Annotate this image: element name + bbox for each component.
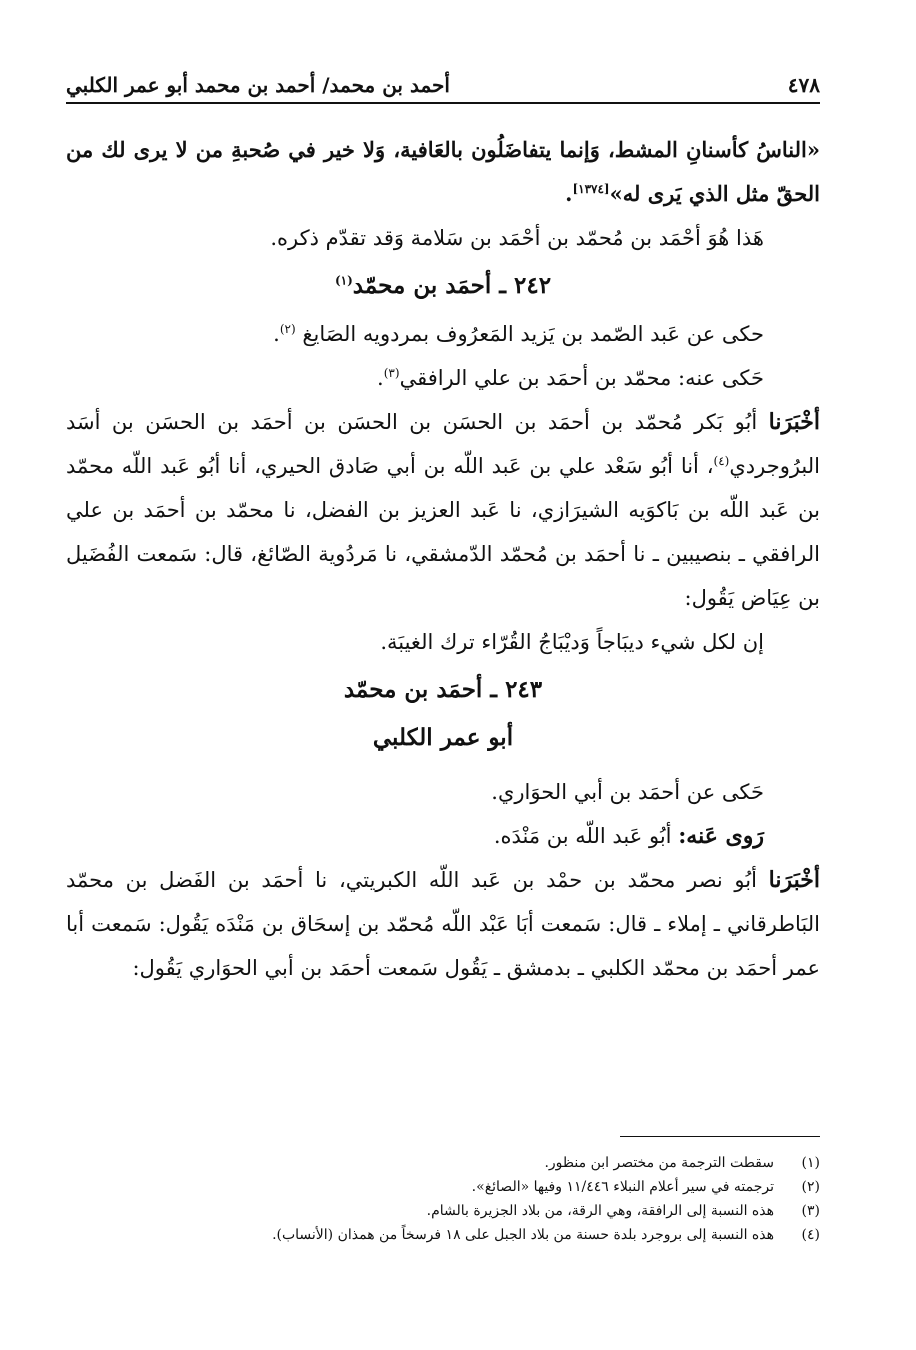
page-number: ٤٧٨ xyxy=(787,73,820,97)
footnote-number: (٢) xyxy=(801,1179,820,1195)
identity-note: هَذا هُوَ أحْمَد بن مُحمّد بن أحْمَد بن سَلامة وَقد تقدّم ذكره. xyxy=(270,226,764,250)
isnad-text-243: أبُو نصر محمّد بن حمْد بن عَبد اللّه الكبريتي، نا أحمَد بن الفَضل بن محمّد البَاطرقاني ـ إملاء ـ قال: سَمعت أبَا عَبْد اللّه مُحمّد بن إسحَاق بن مَنْدَه يَقُول: سَمعت أبا عمر أحمَد بن محمّد الكلبي ـ بدمشق ـ يَقُول سَمعت أحمَد بن أبي الحوَاري يَقُول: xyxy=(66,868,820,980)
entry-243-narrated-by xyxy=(66,814,820,858)
footnote-3 xyxy=(66,1199,820,1223)
isnad-lead-243: أخْبَرَنا xyxy=(768,867,820,893)
footnote-1 xyxy=(66,1151,820,1175)
entry-242-narrated-from xyxy=(66,312,820,356)
entry-242-title: ٢٤٢ ـ أحمَد بن محمّد xyxy=(352,272,552,299)
isnad-part-1: أبُو بَكر مُحمّد بن أحمَد بن الحسَن بن الحسَن بن أحمَد بن الحسَن بن أسَد البرُوجردي xyxy=(66,410,820,478)
entry-242-saying: إن لكل شيء ديبَاجاً وَديْبَاجُ القُرّاء ترك الغيبَة. xyxy=(380,630,764,654)
narrated-by-text: حَكى عنه: محمّد بن أحمَد بن علي الرافقي xyxy=(399,366,764,390)
footnote-divider xyxy=(620,1136,820,1137)
narrated-by-name: أبُو عَبد اللّه بن مَنْدَه. xyxy=(493,824,672,848)
narrated-by-lead: رَوى عَنه: xyxy=(678,823,764,849)
footnote-marker-2: (٢) xyxy=(279,322,296,336)
entry-243-heading-line1: ٢٤٣ ـ أحمَد بن محمّد xyxy=(343,676,543,703)
quote-text: «الناسُ كأسنانِ المشط، وَإنما يتفاضَلُون بالعَافية، وَلا خير في صُحبةِ من لا يرى لك من الحقّ مثل الذي يَرى له» xyxy=(66,137,820,206)
entry-242-heading xyxy=(66,264,820,308)
narrated-by-end: . xyxy=(377,366,384,390)
entry-243-narrated-from: حَكى عن أحمَد بن أبي الحوَاري. xyxy=(491,780,764,804)
footnotes xyxy=(66,1136,820,1247)
footnote-text: هذه النسبة إلى بروجرد بلدة حسنة من بلاد الجبل على ١٨ فرسخاً من همذان (الأنساب). xyxy=(272,1227,774,1243)
footnote-text: ترجمته في سير أعلام النبلاء ١١/٤٤٦ وفيها «الصائغ». xyxy=(471,1179,774,1195)
running-title: أحمد بن محمد/ أحمد بن محمد أبو عمر الكلبي xyxy=(66,73,450,97)
footnote-text: سقطت الترجمة من مختصر ابن منظور. xyxy=(544,1155,774,1171)
narrated-from-end: . xyxy=(273,322,280,346)
quote-paragraph xyxy=(66,128,820,216)
footnote-number: (٣) xyxy=(801,1203,820,1219)
entry-243-isnad xyxy=(66,858,820,990)
running-header xyxy=(66,68,820,104)
quote-reference: [١٣٧٤] xyxy=(572,182,610,196)
entry-242-isnad xyxy=(66,400,820,620)
narrated-from-text: حكى عن عَبد الصّمد بن يَزيد المَعرُوف بمردويه الصَايغ xyxy=(302,322,764,346)
footnote-2 xyxy=(66,1175,820,1199)
isnad-part-2: ، أنا أبُو سَعْد علي بن عَبد اللّه بن أبي صَادق الحيري، أنا أبُو عَبد اللّه محمّد بن عَبد اللّه بن بَاكوَيه الشيرَازي، نا عَبد العزيز بن الفضل، نا محمّد بن أحمَد بن علي الرافقي ـ بنصيبين ـ نا أحمَد بن مُحمّد الدّمشقي، نا مَردُوية الصّائغ، قال: سَمعت الفُضَيل بن عِيَاض يَقُول: xyxy=(66,454,820,610)
entry-243-heading-line2: أبو عمر الكلبي xyxy=(372,724,514,751)
quote-end: . xyxy=(565,181,573,206)
footnote-marker-4: (٤) xyxy=(713,454,730,468)
main-text xyxy=(66,128,820,990)
footnote-4 xyxy=(66,1223,820,1247)
isnad-lead: أخْبَرَنا xyxy=(768,409,820,435)
footnote-number: (٤) xyxy=(801,1227,820,1243)
entry-242-narrated-by xyxy=(66,356,820,400)
footnote-text: هذه النسبة إلى الرافقة، وهي الرقة، من بلاد الجزيرة بالشام. xyxy=(426,1203,774,1219)
footnote-marker-1: (١) xyxy=(334,273,353,288)
footnote-marker-3: (٣) xyxy=(383,366,400,380)
footnote-number: (١) xyxy=(801,1155,820,1171)
